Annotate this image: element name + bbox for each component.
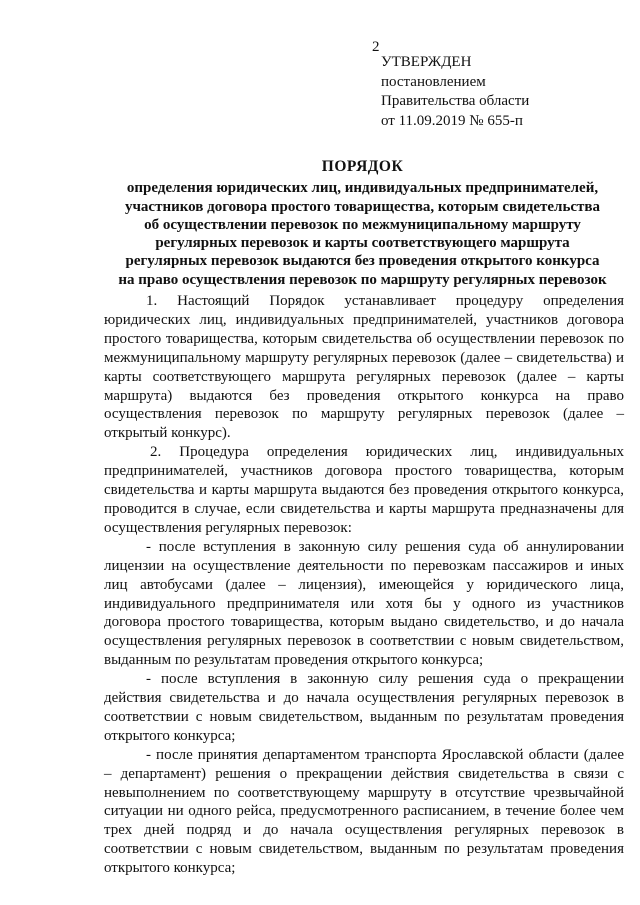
paragraph-2: 2. Процедура определения юридических лиц, индивидуальных предпринимателей, участников договора простого товарищества, которым свидетельства и карты маршрута выдаются без проведения открытого конкурса, проводится в случае, если свидетельства и карты маршрута предназначены для осуществления регулярных перевозок:: [104, 444, 624, 536]
document-subtitle-line: об осуществлении перевозок по межмуниципальному маршруту: [144, 216, 581, 233]
document-subtitle-line: участников договора простого товарищества, которым свидетельства: [124, 198, 601, 215]
approval-line: УТВЕРЖДЕН: [381, 54, 472, 70]
document-subtitle-line: регулярных перевозок выдаются без проведения открытого конкурса: [125, 253, 600, 270]
document-title-block: [100, 158, 625, 289]
document-subtitle-line: на право осуществления перевозок по маршруту регулярных перевозок: [118, 271, 607, 288]
bullet-item: - после вступления в законную силу решения суда об аннулировании лицензии на осуществление деятельности по перевозкам пассажиров и иных лиц автобусами (далее – лицензия), имеющейся у юридического лица, индивидуального предпринимателя или хотя бы у одного из участников договора простого товарищества, которым выдано свидетельство, и до начала осуществления регулярных перевозок в соответствии с новым свидетельством, выданным по результатам проведения открытого конкурса;: [104, 538, 624, 669]
bullet-item: - после вступления в законную силу решения суда о прекращении действия свидетельства и до начала осуществления регулярных перевозок в соответствии с новым свидетельством, выданным по результатам проведения открытого конкурса;: [104, 671, 624, 744]
document-subtitle-line: определения юридических лиц, индивидуальных предпринимателей,: [126, 180, 599, 197]
paragraph-1: 1. Настоящий Порядок устанавливает процедуру определения юридических лиц, индивидуальных предпринимателей, участников договора простого товарищества, которым свидетельства об осуществлении перевозок по межмуниципальному маршруту регулярных перевозок (далее – свидетельства) и карты соответствующего маршрута регулярных перевозок (далее – карты маршрута) выдаются без проведения открытого конкурса на право осуществления перевозок по маршруту регулярных перевозок (далее – открытый конкурс).: [104, 293, 624, 442]
approval-line: от 11.09.2019 № 655-п: [381, 112, 523, 129]
approval-stamp: [381, 53, 529, 131]
approval-line: Правительства области: [381, 93, 530, 109]
document-subtitle-line: регулярных перевозок и карты соответствующего маршрута: [155, 235, 570, 252]
bullet-item: - после принятия департаментом транспорта Ярославской области (далее – департамент) решения о прекращении действия свидетельства в связи с невыполнением по соответствующему маршруту в отсутствие чрезвычайной ситуации ни одного рейса, предусмотренного расписанием, в течение более чем трех дней подряд и до начала осуществления регулярных перевозок в соответствии с новым свидетельством, выданным по результатам проведения открытого конкурса;: [104, 746, 624, 877]
page-number: 2: [372, 39, 380, 55]
document-body: [104, 292, 624, 878]
document-title: ПОРЯДОК: [321, 158, 404, 175]
approval-line: постановлением: [381, 73, 486, 90]
